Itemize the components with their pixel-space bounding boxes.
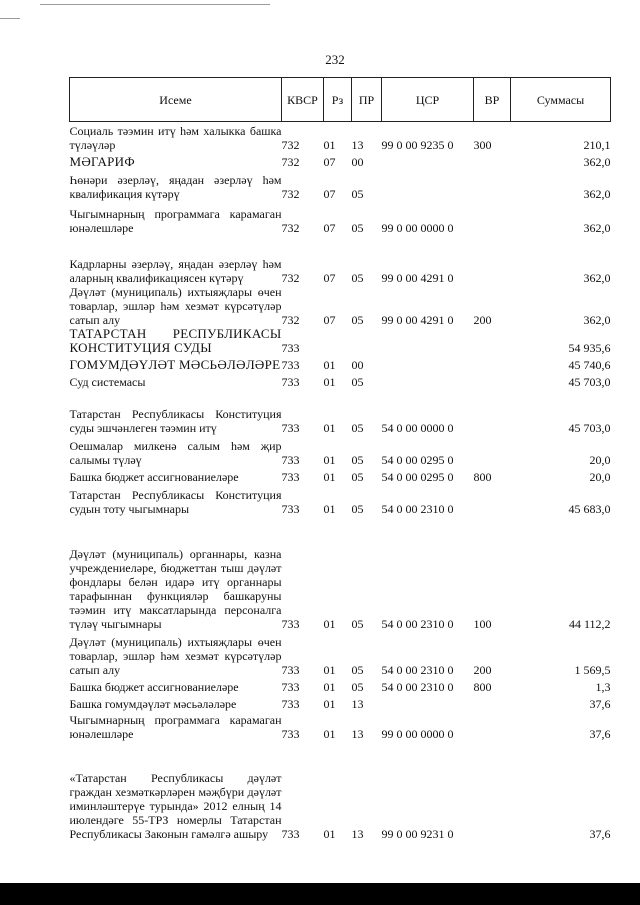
cell-vr [474,201,511,235]
cell-kvsr: 733 [281,469,300,484]
cell-csr: 54 0 00 0000 0 [381,420,454,435]
cell-vr: 300 [473,137,492,152]
cell-kvsr: 733 [281,826,300,841]
table-row [70,285,611,327]
cell-vr [474,741,511,841]
table-row [70,516,611,631]
cell-name: Һөнәри әзерләү, яңадан әзерләү һәм квалификация күтәрү [69,172,282,201]
cell-name: МӘГАРИФ [69,153,135,169]
cell-rz: 07 [323,220,336,235]
cell-sum: 362,0 [583,154,611,169]
cell-kvsr: 733 [281,679,300,694]
cell-name: Оешмалар милкенә салым һәм җир салымы түләү [69,438,282,467]
cell-name: «Татарстан Республикасы дәүләт граждан хезмәткәрләрен мәҗбүри дәүләт иминләштерүе турында» 2012 елның 14 июлендәге 55-ТРЗ номерлы Татарстан Республикасы Законын гамәлгә ашыру [69,770,282,841]
cell-kvsr: 733 [281,616,300,631]
cell-name: Башка бюджет ассигнованиеләре [69,679,239,694]
table-row [70,201,611,235]
cell-csr: 54 0 00 2310 0 [381,662,454,677]
cell-rz: 01 [323,501,336,516]
cell-kvsr: 733 [281,501,300,516]
table-row [70,677,611,694]
cell-vr [474,389,511,435]
scan-bottom-bar [0,883,640,905]
cell-sum: 37,6 [589,726,611,741]
table-row [70,122,611,152]
cell-sum: 1,3 [595,679,611,694]
cell-vr [474,435,511,467]
cell-pr: 00 [351,154,364,169]
cell-sum: 210,1 [583,137,611,152]
cell-csr: 54 0 00 2310 0 [381,501,454,516]
cell-rz: 01 [323,420,336,435]
cell-name: Башка бюджет ассигнованиеләре [69,469,239,484]
cell-vr [474,372,511,389]
header-vr: ВР [474,78,511,122]
header-rz: Рз [324,78,352,122]
cell-kvsr: 732 [281,154,300,169]
cell-name: Кадрларны әзерләү, яңадан әзерләү һәм аларның квалификациясен күтәрү [69,256,282,285]
cell-name: Чыгымнарның программага карамаган юнәлешләре [69,206,282,235]
cell-csr [382,169,474,201]
cell-name: Дәүләт (муниципаль) ихтыяҗлары өчен товарлар, эшләр һәм хезмәт күрсәтүләр сатып алу [69,634,282,677]
cell-name: ТАТАРСТАН РЕСПУБЛИКАСЫ КОНСТИТУЦИЯ СУДЫ [69,325,282,355]
cell-pr: 05 [351,501,364,516]
cell-vr [474,711,511,741]
cell-vr [474,152,511,169]
cell-sum: 37,6 [589,696,611,711]
cell-rz: 01 [323,137,336,152]
cell-pr: 13 [351,726,364,741]
cell-kvsr: 733 [281,696,300,711]
cell-kvsr: 733 [281,726,300,741]
cell-csr: 54 0 00 0295 0 [381,469,454,484]
cell-csr [382,152,474,169]
cell-rz: 01 [323,726,336,741]
cell-sum: 362,0 [583,186,611,201]
table-row [70,235,611,285]
table-row [70,389,611,435]
cell-vr: 800 [473,469,492,484]
cell-vr: 800 [473,679,492,694]
cell-csr [382,327,474,355]
table-row [70,355,611,372]
header-name: Исеме [70,78,282,122]
cell-pr [352,327,382,355]
cell-pr: 13 [351,696,364,711]
header-pr: ПР [352,78,382,122]
cell-pr: 05 [351,420,364,435]
cell-sum: 1 569,5 [574,662,611,677]
cell-rz: 01 [323,696,336,711]
cell-rz: 01 [323,679,336,694]
cell-name: Башка гомумдәүләт мәсьәләләре [69,696,237,711]
cell-kvsr: 733 [281,420,300,435]
cell-name: Суд системасы [69,374,146,389]
header-csr: ЦСР [382,78,474,122]
cell-csr [382,372,474,389]
cell-kvsr: 733 [281,340,300,355]
cell-vr [474,355,511,372]
cell-csr: 99 0 00 4291 0 [381,270,454,285]
scan-edge-line [0,18,20,19]
cell-vr: 200 [473,662,492,677]
table-row [70,152,611,169]
cell-name: Дәүләт (муниципаль) ихтыяҗлары өчен товарлар, эшләр һәм хезмәт күрсәтүләр сатып алу [69,284,282,327]
cell-rz: 01 [323,452,336,467]
cell-csr: 54 0 00 2310 0 [381,616,454,631]
cell-pr: 05 [351,374,364,389]
header-kvsr: КВСР [282,78,324,122]
cell-name: Татарстан Республикасы Конституция судын тоту чыгымнары [69,487,282,516]
cell-pr: 13 [351,137,364,152]
budget-table [69,77,611,841]
cell-kvsr: 733 [281,452,300,467]
cell-sum: 362,0 [583,312,611,327]
cell-rz: 07 [323,312,336,327]
cell-kvsr: 733 [281,357,300,372]
cell-vr: 200 [473,312,492,327]
cell-name: Чыгымнарның программага карамаган юнәлешләре [69,712,282,741]
cell-name: ГОМУМДӘҮЛӘТ МӘСЬӘЛӘЛӘРЕ [69,356,281,372]
cell-rz: 01 [323,662,336,677]
cell-csr: 99 0 00 0000 0 [381,726,454,741]
cell-pr: 00 [351,357,364,372]
cell-sum: 20,0 [589,452,611,467]
cell-sum: 45 740,6 [568,357,611,372]
cell-kvsr: 733 [281,374,300,389]
cell-vr [474,484,511,516]
cell-sum: 362,0 [583,270,611,285]
header-sum: Суммасы [511,78,611,122]
cell-sum: 20,0 [589,469,611,484]
table-row [70,484,611,516]
cell-sum: 45 703,0 [568,374,611,389]
table-row [70,467,611,484]
cell-kvsr: 732 [281,220,300,235]
cell-rz: 01 [323,374,336,389]
cell-pr: 05 [351,220,364,235]
cell-vr: 100 [473,616,492,631]
cell-sum: 44 112,2 [568,616,611,631]
cell-sum: 37,6 [589,826,611,841]
cell-kvsr: 732 [281,186,300,201]
cell-vr [474,169,511,201]
cell-pr: 05 [351,186,364,201]
cell-rz: 07 [323,270,336,285]
cell-csr: 54 0 00 2310 0 [381,679,454,694]
cell-kvsr: 732 [281,312,300,327]
cell-rz: 01 [323,469,336,484]
cell-pr: 05 [351,616,364,631]
cell-csr: 99 0 00 9235 0 [381,137,454,152]
table-row [70,711,611,741]
cell-csr: 99 0 00 4291 0 [381,312,454,327]
cell-kvsr: 732 [281,270,300,285]
table-row [70,435,611,467]
cell-rz: 01 [323,357,336,372]
cell-rz: 01 [323,826,336,841]
cell-csr: 99 0 00 0000 0 [381,220,454,235]
cell-sum: 362,0 [583,220,611,235]
cell-pr: 05 [351,270,364,285]
cell-sum: 45 703,0 [568,420,611,435]
scan-edge-line [40,4,270,5]
cell-csr: 99 0 00 9231 0 [381,826,454,841]
table-row [70,631,611,677]
cell-csr [382,694,474,711]
cell-vr [474,235,511,285]
table-row [70,169,611,201]
cell-kvsr: 732 [281,137,300,152]
cell-rz: 07 [323,154,336,169]
page-number: 232 [325,52,345,67]
cell-rz [324,327,352,355]
cell-pr: 05 [351,679,364,694]
cell-vr [474,694,511,711]
cell-pr: 05 [351,452,364,467]
cell-name: Дәүләт (муниципаль) органнары, казна учреждениеләре, бюджеттан тыш дәүләт фондлары белән идарә итү органнары тарафыннан функцияләр башкаруны тәэмин итү максатларында персоналга түләү чыгымнары [69,546,282,631]
table-row [70,327,611,355]
table-header-row [70,78,611,122]
table-row [70,741,611,841]
cell-csr: 54 0 00 0295 0 [381,452,454,467]
cell-pr: 05 [351,662,364,677]
table-row [70,694,611,711]
cell-sum: 45 683,0 [568,501,611,516]
cell-sum: 54 935,6 [568,340,611,355]
cell-pr: 05 [351,469,364,484]
cell-name: Татарстан Республикасы Конституция суды эшчәнлеген тәэмин итү [69,406,282,435]
cell-rz: 01 [323,616,336,631]
cell-pr: 13 [351,826,364,841]
cell-vr [474,327,511,355]
cell-csr [382,355,474,372]
cell-rz: 07 [323,186,336,201]
cell-name: Социаль тәэмин итү һәм халыкка башка түләүләр [69,123,282,152]
cell-pr: 05 [351,312,364,327]
cell-kvsr: 733 [281,662,300,677]
table-row [70,372,611,389]
